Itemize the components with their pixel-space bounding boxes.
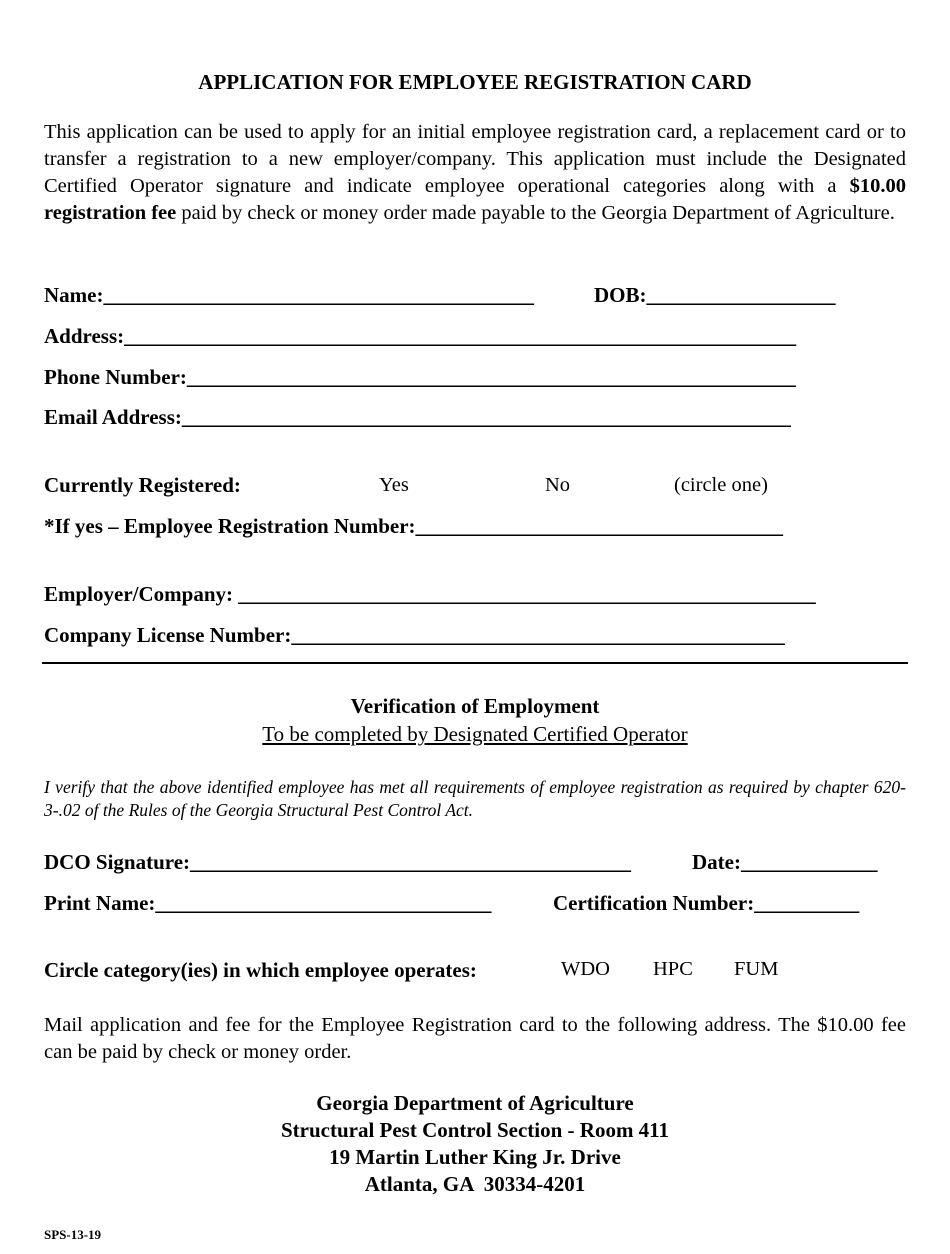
- phone-field[interactable]: Phone Number:__________________________________________________________: [44, 365, 796, 389]
- verification-subheading: To be completed by Designated Certified Operator: [262, 722, 688, 746]
- section-divider: [42, 662, 908, 664]
- address-line-2: Structural Pest Control Section - Room 411: [280, 1118, 670, 1142]
- category-fum[interactable]: FUM: [734, 958, 779, 980]
- intro-text-2: paid by check or money order made payable to the Georgia Department of Agriculture.: [176, 202, 895, 224]
- employer-field[interactable]: Employer/Company: _______________________________________________________: [44, 582, 816, 606]
- registered-no-option[interactable]: No: [545, 474, 571, 496]
- category-wdo[interactable]: WDO: [561, 958, 610, 980]
- certification-number-field[interactable]: Certification Number:__________: [553, 891, 860, 915]
- address-field[interactable]: Address:________________________________________________________________: [44, 324, 797, 348]
- name-field[interactable]: Name:_________________________________________: [44, 283, 534, 307]
- dco-signature-field[interactable]: DCO Signature:__________________________________________: [44, 850, 632, 874]
- intro-paragraph: [44, 119, 906, 227]
- intro-fee: $10.00 registration fee: [44, 175, 906, 224]
- mail-instructions: Mail application and fee for the Employee Registration card to the following address. The $10.00 fee can be paid by check or money order.: [44, 1014, 906, 1063]
- company-license-field[interactable]: Company License Number:_______________________________________________: [44, 623, 785, 647]
- print-name-field[interactable]: Print Name:________________________________: [44, 891, 492, 915]
- date-field[interactable]: Date:_____________: [692, 850, 878, 874]
- currently-registered-label: Currently Registered:: [44, 473, 241, 497]
- address-line-3: 19 Martin Luther King Jr. Drive: [329, 1145, 621, 1169]
- mailing-address: [0, 1090, 950, 1198]
- dob-field[interactable]: DOB:__________________: [594, 283, 836, 307]
- address-line-4: Atlanta, GA 30334-4201: [364, 1172, 586, 1196]
- circle-one-note: (circle one): [674, 474, 768, 496]
- category-hpc[interactable]: HPC: [653, 958, 693, 980]
- registered-yes-option[interactable]: Yes: [379, 474, 409, 496]
- categories-label: Circle category(ies) in which employee operates:: [44, 958, 477, 982]
- form-title: APPLICATION FOR EMPLOYEE REGISTRATION CARD: [198, 70, 752, 94]
- registration-number-field[interactable]: *If yes – Employee Registration Number:___________________________________: [44, 514, 784, 538]
- email-field[interactable]: Email Address:__________________________________________________________: [44, 405, 791, 429]
- form-id: SPS-13-19: [44, 1227, 102, 1242]
- intro-text-1: This application can be used to apply for an initial employee registration card, a replacement card or to transfer a registration to a new employer/company. This application must include the Designated Certified Operator signature and indicate employee operational categories along with a: [44, 121, 906, 197]
- address-line-1: Georgia Department of Agriculture: [316, 1091, 634, 1115]
- verification-heading: Verification of Employment: [350, 694, 600, 718]
- verification-statement: I verify that the above identified employee has met all requirements of employee registration as required by chapter 620-3-.02 of the Rules of the Georgia Structural Pest Control Act.: [44, 777, 906, 820]
